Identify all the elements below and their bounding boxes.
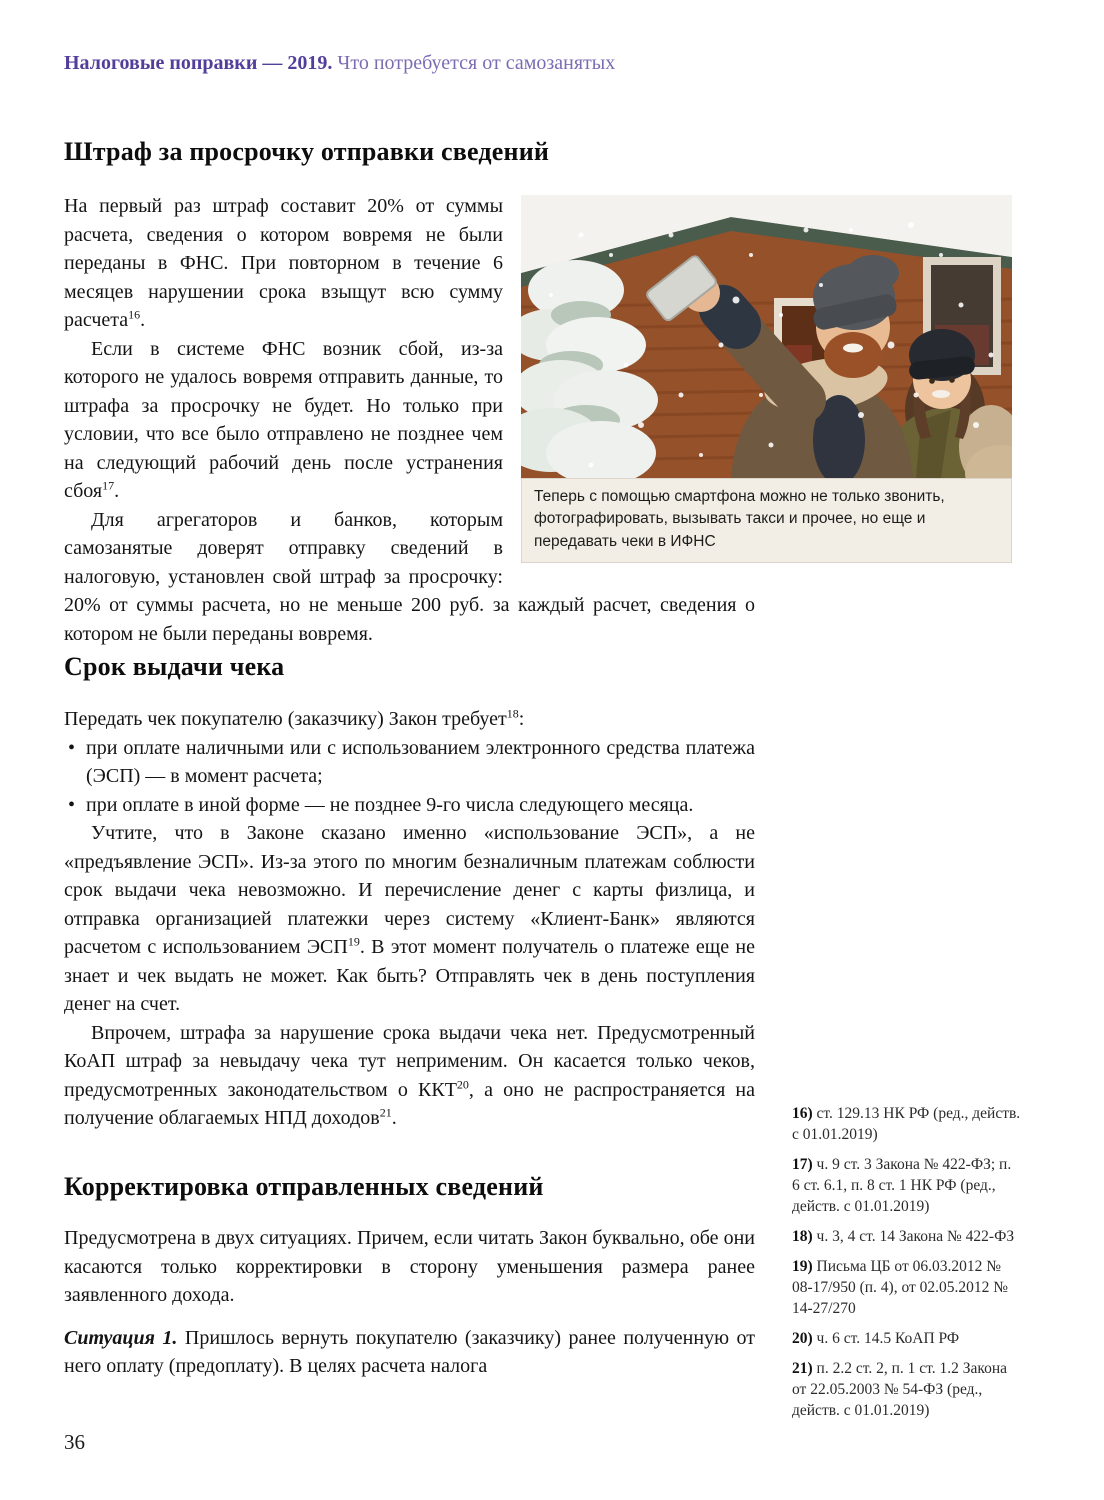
- footnote-number: 21): [792, 1360, 813, 1377]
- paragraph-text: . В этот момент получатель о платеже еще не знает и чек выдать не может. Как быть? Отправлять чек в день поступления денег на счет.: [64, 936, 755, 1015]
- list-item: • при оплате наличными или с использованием электронного средства платежа (ЭСП) — в момент расчета;: [64, 734, 755, 791]
- footnote-ref-18: 18: [506, 706, 519, 721]
- photo-caption: Теперь с помощью смартфона можно не только звонить, фотографировать, вызывать такси и прочее, но еще и передавать чеки в ИФНС: [521, 478, 1012, 563]
- paragraph-text: Предусмотрена в двух ситуациях. Причем, если читать Закон буквально, обе они касаются только корректировки в сторону уменьшения размера ранее заявленного дохода.: [64, 1227, 755, 1306]
- footnote-text: ч. 3, 4 ст. 14 Закона № 422-ФЗ: [816, 1228, 1015, 1245]
- paragraph-text: Пришлось вернуть покупателю (заказчику) ранее полученную от него оплату (предоплату). В целях расчета налога: [64, 1326, 755, 1377]
- footnote-16: [792, 1103, 1022, 1145]
- paragraph-text: .: [391, 1107, 397, 1129]
- paragraph-text: Если в системе ФНС возник сбой, из-за которого не удалось вовремя отправить данные, то штрафа за просрочку не будет. Но только при условии, что все было отправлено не позднее чем на следующий рабочий день после устранения сбоя: [64, 337, 503, 502]
- footnote-text: ч. 6 ст. 14.5 КоАП РФ: [816, 1330, 960, 1347]
- running-header: [64, 50, 615, 76]
- footnote-text: п. 2.2 ст. 2, п. 1 ст. 1.2 Закона от 22.05.2003 № 54-ФЗ (ред., действ. с 01.01.2019): [792, 1360, 1008, 1419]
- footnote-21: [792, 1358, 1022, 1421]
- footnote-number: 16): [792, 1105, 813, 1122]
- footnote-number: 20): [792, 1330, 813, 1347]
- paragraph-text: Впрочем, штрафа за нарушение срока выдачи чека нет. Предусмотренный КоАП штраф за невыдачу чека тут неприменим. Он касается только чеков, предусмотренных законодательством о ККТ: [64, 1021, 755, 1101]
- paragraph: [64, 705, 755, 734]
- section-heading: Срок выдачи чека: [64, 652, 285, 681]
- paragraph-text: На первый раз штраф составит 20% от суммы расчета, сведения о котором вовремя не были переданы в ФНС. При повторном в течение 6 месяцев нарушении срока взыщут всю сумму расчета: [64, 195, 503, 331]
- footnote-text: ст. 129.13 НК РФ (ред., действ. с 01.01.2019): [792, 1105, 1021, 1143]
- paragraph: [64, 1224, 755, 1310]
- situation-lead-label: Ситуация 1.: [64, 1326, 178, 1349]
- footnote-ref-17: 17: [102, 478, 115, 493]
- footnote-text: Письма ЦБ от 06.03.2012 № 08-17/950 (п. 4), от 02.05.2012 № 14-27/270: [792, 1258, 1009, 1317]
- photo-figure: [521, 195, 1012, 563]
- paragraph-text: :: [518, 708, 525, 730]
- paragraph-situation-1: [64, 1324, 755, 1381]
- footnote-ref-20: 20: [456, 1076, 469, 1091]
- page-number: 36: [64, 1430, 85, 1454]
- paragraph-text: Для агрегаторов и банков, которым самозанятые доверят отправку сведений в налоговую, установлен свой штраф за просрочку: 20% от суммы расчета, но не меньше 200 руб. за каждый расчет, сведения о котором не были переданы вовремя.: [64, 508, 755, 645]
- footnote-17: [792, 1154, 1022, 1217]
- paragraph-text: Учтите, что в Законе сказано именно «использование ЭСП», а не «предъявление ЭСП». Из-за этого по многим безналичным платежам соблюсти срок выдачи чека невозможно. И перечисление денег с карты физлица, и отправка организацией платежки через систему «Клиент-Банк» являются расчетом с использованием ЭСП: [64, 822, 755, 958]
- section-heading: Корректировка отправленных сведений: [64, 1172, 544, 1201]
- section-receipt-deadline: [64, 652, 755, 1133]
- paragraph-text: .: [114, 480, 120, 502]
- footnote-number: 19): [792, 1258, 813, 1275]
- list-item: • при оплате в иной форме — не позднее 9-го числа следующего месяца.: [64, 791, 755, 820]
- section-heading: Штраф за просрочку отправки сведений: [64, 137, 550, 166]
- paragraph: [64, 819, 755, 1019]
- margin-footnotes: [792, 1103, 1022, 1430]
- footnote-19: [792, 1256, 1022, 1319]
- footnote-ref-21: 21: [379, 1105, 392, 1120]
- bullet-list: [64, 734, 755, 820]
- footnote-text: ч. 9 ст. 3 Закона № 422-ФЗ; п. 6 ст. 6.1, п. 8 ст. 1 НК РФ (ред., действ. с 01.01.2019): [792, 1156, 1012, 1215]
- footnote-ref-16: 16: [128, 307, 141, 322]
- footnote-number: 17): [792, 1156, 813, 1173]
- footnote-18: [792, 1226, 1022, 1247]
- winter-selfie-illustration: [521, 195, 1012, 478]
- footnote-ref-19: 19: [347, 934, 360, 949]
- footnote-number: 18): [792, 1228, 813, 1245]
- running-header-subtitle: Что потребуется от самозанятых: [332, 52, 616, 74]
- running-header-title: Налоговые поправки — 2019.: [64, 52, 333, 74]
- section-correction-of-sent-data: [64, 1172, 755, 1381]
- footnote-20: [792, 1328, 1022, 1349]
- paragraph-text: Передать чек покупателю (заказчику) Закон требует: [64, 708, 507, 730]
- paragraph: [64, 1019, 755, 1133]
- paragraph-text: , а оно не распространяется на получение облагаемых НПД доходов: [64, 1078, 756, 1129]
- paragraph-text: .: [140, 309, 146, 331]
